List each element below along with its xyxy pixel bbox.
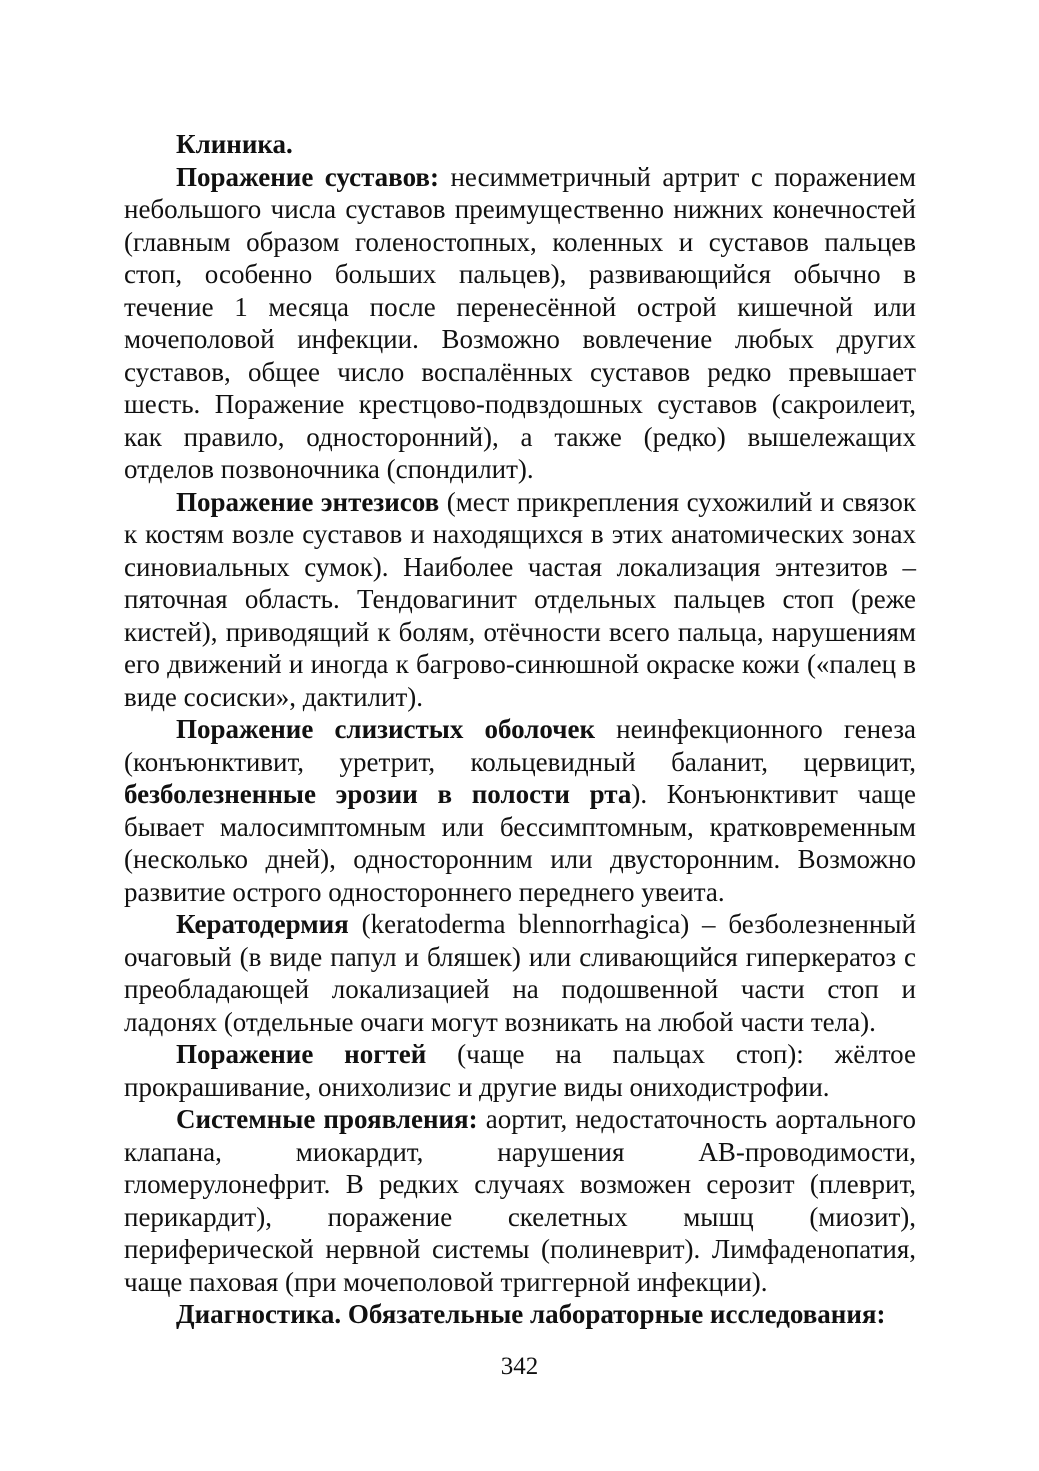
text-mucosa-2: ). Конъюнктивит чаще бывает малосимптомным или бессимптомным, кратковременным (несколько дней), односторонним или двусторонним. Возможно развитие острого одностороннего переднего увеита. [124,779,916,907]
text-joints: несимметричный артрит с поражением небольшого числа суставов преимущественно нижних конечностей (главным образом голеностопных, коленных и суставов пальцев стоп, особенно больших пальцев), развивающийся обычно в течение 1 месяца после перенесённой острой кишечной или мочеполовой инфекции. Возможно вовлечение любых других суставов, общее число воспалённых суставов редко превышает шесть. Поражение крестцово-подвздошных суставов (сакроилеит, как правило, односторонний), а также (редко) вышележащих отделов позвоночника (спондилит). [124,161,916,484]
heading-diagnostics-text: Диагностика. Обязательные лабораторные исследования: [176,1299,886,1329]
term-mucosa-erosions: безболезненные эрозии в полости рта [124,779,632,809]
text-mucosa-1: неинфекционного генеза (конъюнктивит, уретрит, кольцевидный баланит, цервицит, [124,714,916,777]
paragraph-mucosa [124,713,916,908]
paragraph-nails [124,1038,916,1103]
heading-clinic-text: Клиника. [176,129,293,159]
text-systemic: аортит, недостаточность аортального клапана, миокардит, нарушения АВ-проводимости, гломерулонефрит. В редких случаях возможен серозит (плеврит, перикардит), поражение скелетных мышц (миозит), периферической нервной системы (полиневрит). Лимфаденопатия, чаще паховая (при мочеполовой триггерной инфекции). [124,1104,916,1297]
page-number: 342 [500,1353,539,1380]
text-nails: (чаще на пальцах стоп): жёлтое прокрашивание, онихолизис и другие виды ониходистрофии. [124,1039,916,1102]
term-mucosa: Поражение слизистых оболочек [176,714,595,744]
heading-diagnostics [124,1298,916,1331]
paragraph-keratoderma [124,908,916,1038]
page-body [124,128,916,1331]
term-entheses: Поражение энтезисов [176,486,440,517]
term-keratoderma: Кератодермия [176,909,349,939]
term-nails: Поражение ногтей [176,1039,427,1069]
paragraph-systemic [124,1103,916,1298]
heading-clinic [124,128,916,161]
paragraph-joints [124,161,916,486]
paragraph-entheses [124,486,916,714]
term-systemic: Системные проявления: [176,1104,478,1134]
text-entheses: (мест прикрепления сухожилий и связок к костям возле суставов и находящихся в этих анатомических зонах синовиальных сумок). Наиболее частая локализация энтезитов – пяточная область. Тендовагинит отдельных пальцев стоп (реже кистей), приводящий к болям, отёчности всего пальца, нарушениям его движений и иногда к багрово-синюшной окраске кожи («палец в виде сосиски», дактилит). [124,486,916,712]
text-keratoderma: (keratoderma blennorrhagica) – безболезненный очаговый (в виде папул и бляшек) или сливающийся гиперкератоз с преобладающей локализацией на подошвенной части стоп и ладонях (отдельные очаги могут возникать на любой части тела). [124,909,916,1037]
term-joints: Поражение суставов: [176,161,439,192]
